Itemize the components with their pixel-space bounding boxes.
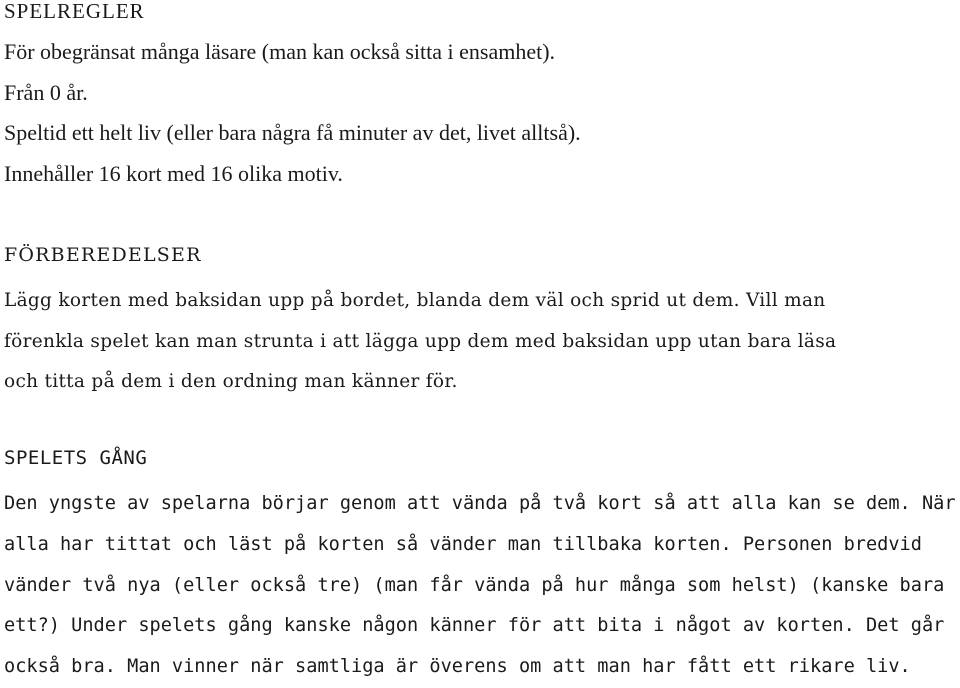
section-rules [4, 0, 956, 194]
gameplay-line: vänder två nya (eller också tre) (man får vända på hur många som helst) (kanske bara [4, 574, 945, 596]
rules-line: Från 0 år. [4, 79, 88, 105]
rules-heading: SPELREGLER [4, 0, 145, 23]
section-gameplay [4, 447, 956, 688]
gameplay-line: Den yngste av spelarna börjar genom att vända på två kort så att alla kan se dem. När [4, 493, 956, 514]
gameplay-line: alla har tittat och läst på korten så vänder man tillbaka korten. Personen bredvid [4, 533, 922, 555]
rules-line: Speltid ett helt liv (eller bara några få minuter av det, livet alltså). [4, 120, 581, 145]
rules-line: Innehåller 16 kort med 16 olika motiv. [4, 160, 343, 186]
gameplay-line: ett?) Under spelets gång kanske någon känner för att bita i något av korten. Det går [4, 615, 945, 637]
preparations-body [4, 281, 836, 403]
gameplay-line: också bra. Man vinner när samtliga är överens om att man har fått ett rikare liv. [4, 656, 911, 678]
preparations-line: Lägg korten med baksidan upp på bordet, blanda dem väl och sprid ut dem. Vill man [4, 290, 826, 311]
gameplay-heading: SPELETS GÅNG [4, 447, 148, 469]
preparations-line: förenkla spelet kan man strunta i att lägga upp dem med baksidan upp utan bara läsa [4, 330, 837, 352]
section-preparations [4, 244, 836, 403]
preparations-heading: FÖRBEREDELSER [4, 244, 202, 266]
preparations-line: och titta på dem i den ordning man känner för. [4, 371, 458, 392]
rules-document [4, 0, 956, 678]
gameplay-body [4, 484, 956, 688]
rules-body [4, 32, 956, 194]
rules-line: För obegränsat många läsare (man kan också sitta i ensamhet). [4, 39, 556, 64]
